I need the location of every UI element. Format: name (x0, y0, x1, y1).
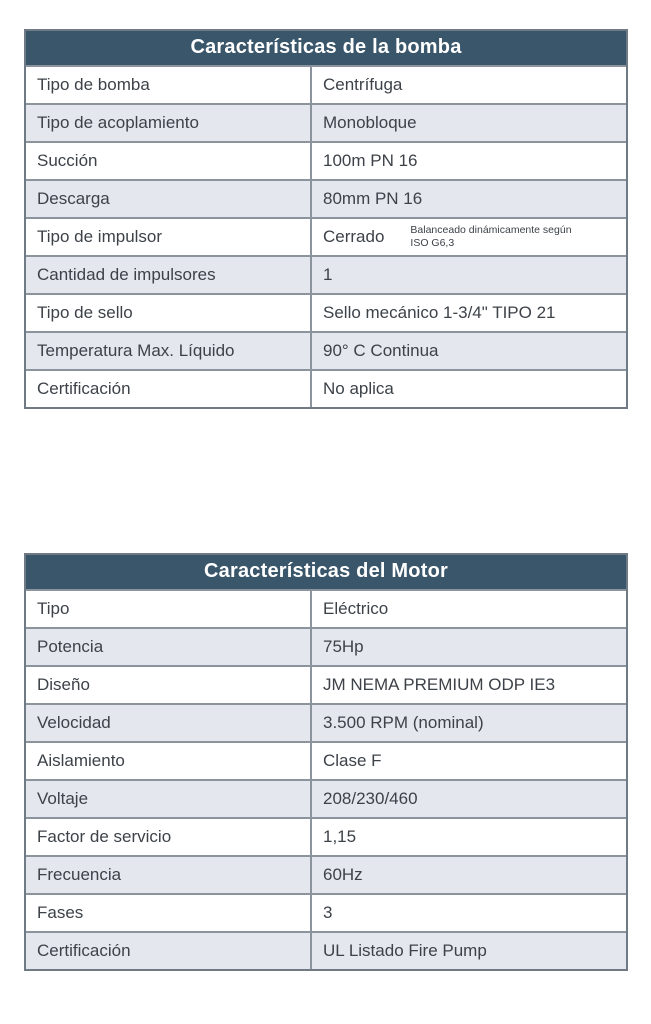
row-value-text: Clase F (323, 751, 382, 770)
table-row (26, 931, 626, 969)
row-label: Voltaje (26, 781, 312, 817)
row-label: Aislamiento (26, 743, 312, 779)
table-row (26, 217, 626, 255)
row-value-text: Sello mecánico 1-3/4" TIPO 21 (323, 303, 556, 322)
row-value-text: 75Hp (323, 637, 364, 656)
table-row (26, 141, 626, 179)
table-row (26, 817, 626, 855)
row-label: Frecuencia (26, 857, 312, 893)
row-value-text: Monobloque (323, 113, 417, 132)
row-value (312, 629, 626, 665)
row-value (312, 933, 626, 969)
row-label: Certificación (26, 371, 312, 407)
row-value-text: Centrífuga (323, 75, 403, 94)
row-label: Potencia (26, 629, 312, 665)
row-value-text: 1 (323, 265, 333, 284)
row-label: Factor de servicio (26, 819, 312, 855)
row-value-text: Eléctrico (323, 599, 389, 618)
table-row (26, 665, 626, 703)
row-value (312, 743, 626, 779)
row-value-text: JM NEMA PREMIUM ODP IE3 (323, 675, 556, 694)
table-row (26, 255, 626, 293)
row-value-text: UL Listado Fire Pump (323, 941, 487, 960)
row-value (312, 819, 626, 855)
row-value-text: 3.500 RPM (nominal) (323, 713, 484, 732)
row-label: Tipo de impulsor (26, 219, 312, 255)
row-value (312, 105, 626, 141)
pump-table-title: Características de la bomba (26, 31, 626, 65)
motor-characteristics-table (24, 553, 628, 971)
table-row (26, 703, 626, 741)
row-value-text: 90° C Continua (323, 341, 439, 360)
motor-table-body (26, 589, 626, 969)
row-value-text: Cerrado (323, 227, 385, 246)
row-value-text: No aplica (323, 379, 394, 398)
table-row (26, 589, 626, 627)
row-label: Velocidad (26, 705, 312, 741)
row-label: Descarga (26, 181, 312, 217)
row-value-text: 80mm PN 16 (323, 189, 423, 208)
row-value (312, 591, 626, 627)
row-value (312, 67, 626, 103)
table-row (26, 179, 626, 217)
row-value (312, 295, 626, 331)
row-label: Certificación (26, 933, 312, 969)
row-value-note: Balanceado dinámicamente según ISO G6,3 (410, 224, 572, 249)
row-value (312, 143, 626, 179)
row-value-text: 100m PN 16 (323, 151, 418, 170)
row-label: Tipo de acoplamiento (26, 105, 312, 141)
row-label: Cantidad de impulsores (26, 257, 312, 293)
motor-table-title: Características del Motor (26, 555, 626, 589)
row-value (312, 257, 626, 293)
table-row (26, 293, 626, 331)
row-value (312, 895, 626, 931)
row-value (312, 705, 626, 741)
row-label: Succión (26, 143, 312, 179)
table-row (26, 855, 626, 893)
row-value (312, 219, 626, 255)
row-label: Tipo de bomba (26, 67, 312, 103)
table-row (26, 893, 626, 931)
row-value-text: 3 (323, 903, 333, 922)
row-label: Tipo (26, 591, 312, 627)
row-label: Diseño (26, 667, 312, 703)
table-row (26, 369, 626, 407)
row-value (312, 371, 626, 407)
pump-characteristics-table (24, 29, 628, 409)
row-label: Tipo de sello (26, 295, 312, 331)
row-value-text: 1,15 (323, 827, 357, 846)
row-value-text: 208/230/460 (323, 789, 418, 808)
pump-table-body (26, 65, 626, 407)
table-row (26, 65, 626, 103)
row-value-text: 60Hz (323, 865, 363, 884)
row-value (312, 667, 626, 703)
table-row (26, 103, 626, 141)
table-row (26, 627, 626, 665)
row-value (312, 181, 626, 217)
row-value (312, 781, 626, 817)
table-row (26, 741, 626, 779)
table-row (26, 331, 626, 369)
table-row (26, 779, 626, 817)
row-value (312, 333, 626, 369)
row-label: Temperatura Max. Líquido (26, 333, 312, 369)
row-value (312, 857, 626, 893)
row-label: Fases (26, 895, 312, 931)
